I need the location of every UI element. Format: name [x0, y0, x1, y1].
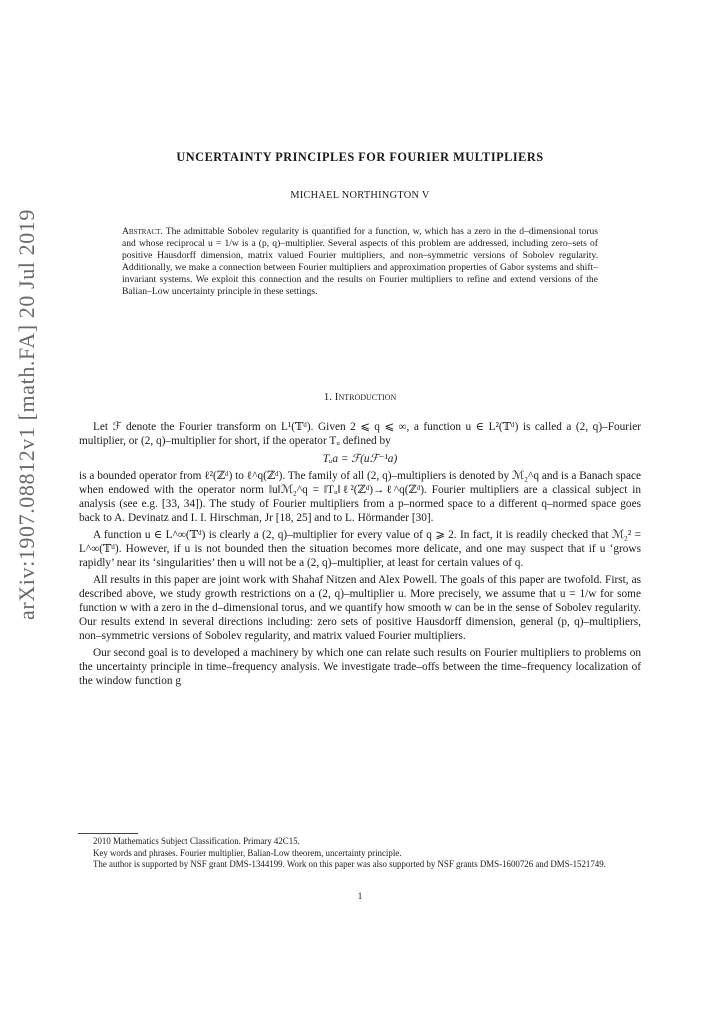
paragraph-1-continued: is a bounded operator from ℓ²(ℤᵈ) to ℓ^q(ℤᵈ). The family of all (2, q)–multipliers is denoted by ℳ₂^q and is a Banach space when endowed with the operator norm ‖u‖ℳ₂^q = ‖Tᵤ‖ℓ²(ℤᵈ)→ℓ^q(ℤᵈ). Fourier multipliers are a classical subject in analysis (see e.g. [33, 34]). The study of Fourier multipliers from a p–normed space to a different q–normed space goes back to A. Devinatz and I. I. Hirschman, Jr [18, 25] and to L. Hörmander [30].: [79, 470, 641, 524]
page-number: 1: [357, 892, 363, 902]
footnote-funding: The author is supported by NSF grant DMS-1344199. Work on this paper was also supported by NSF grants DMS-1600726 and DMS-1521749.: [93, 859, 606, 870]
section-title: Introduction: [334, 391, 397, 403]
abstract-text: The admittable Sobolev regularity is quantified for a function, w, which has a zero in the d–dimensional torus and whose reciprocal u = 1/w is a (p, q)–multiplier. Several aspects of this problem are addressed, including zero–sets of positive Hausdorff dimension, matrix valued Fourier multipliers, and non–symmetric versions of Sobolev regularity. Additionally, we make a connection between Fourier multipliers and approximation properties of Gabor systems and shift–invariant systems. We exploit this connection and the results on Fourier multipliers to refine and extend versions of the Balian–Low uncertainty principle in these settings.: [122, 226, 599, 298]
display-equation: Tᵤa = ℱ(uℱ⁻¹a): [322, 453, 398, 465]
paper-title: UNCERTAINTY PRINCIPLES FOR FOURIER MULTIPLIERS: [176, 150, 544, 164]
paragraph-2: A function u ∈ L^∞(𝕋ᵈ) is clearly a (2, q)–multiplier for every value of q ⩾ 2. In fact, it is readily checked that ℳ₂² = L^∞(𝕋ᵈ). However, if u is not bounded then the situation becomes more delicate, and one may suspect that if u ‘grows rapidly’ near its ‘singularities’ then u will not be a (2, q)–multiplier, at least for certain values of q.: [79, 529, 641, 569]
body-text: [79, 420, 641, 688]
section-number: 1.: [323, 391, 333, 403]
section-heading: [80, 391, 640, 403]
paragraph-3: All results in this paper are joint work with Shahaf Nitzen and Alex Powell. The goals of this paper are twofold. First, as described above, we study growth restrictions on a (2, q)–multiplier u. More precisely, we assume that u = 1/w for some function w with a zero in the d–dimensional torus, and we quantify how smooth w can be in the sense of Sobolev regularity. Our results extend in several directions including: zero sets of positive Hausdorff dimension, general (p, q)–multipliers, non–symmetric versions of Sobolev regularity, and matrix valued Fourier multipliers.: [79, 574, 641, 642]
abstract-lead: Abstract.: [122, 226, 163, 237]
footnote-keywords: Key words and phrases. Fourier multiplier, Balian-Low theorem, uncertainty principle.: [93, 847, 402, 858]
paragraph-1: Let ℱ denote the Fourier transform on L¹(𝕋ᵈ). Given 2 ⩽ q ⩽ ∞, a function u ∈ L²(𝕋ᵈ) is called a (2, q)–Fourier multiplier, or (2, q)–multiplier for short, if the operator Tᵤ defined by: [79, 421, 641, 447]
footnote-rule: [78, 833, 138, 834]
paragraph-4: Our second goal is to developed a machinery by which one can relate such results on Fourier multipliers to problems on the uncertainty principle in time–frequency analysis. We investigate trade–offs between the time–frequency localization of the window function g: [79, 647, 641, 687]
footnotes: [79, 836, 641, 871]
abstract: [122, 226, 598, 299]
arxiv-identifier[interactable]: arXiv:1907.08812v1 [math.FA] 20 Jul 2019: [14, 208, 39, 620]
paper-author: MICHAEL NORTHINGTON V: [290, 190, 430, 201]
footnote-msc: 2010 Mathematics Subject Classification. Primary 42C15.: [93, 836, 300, 846]
